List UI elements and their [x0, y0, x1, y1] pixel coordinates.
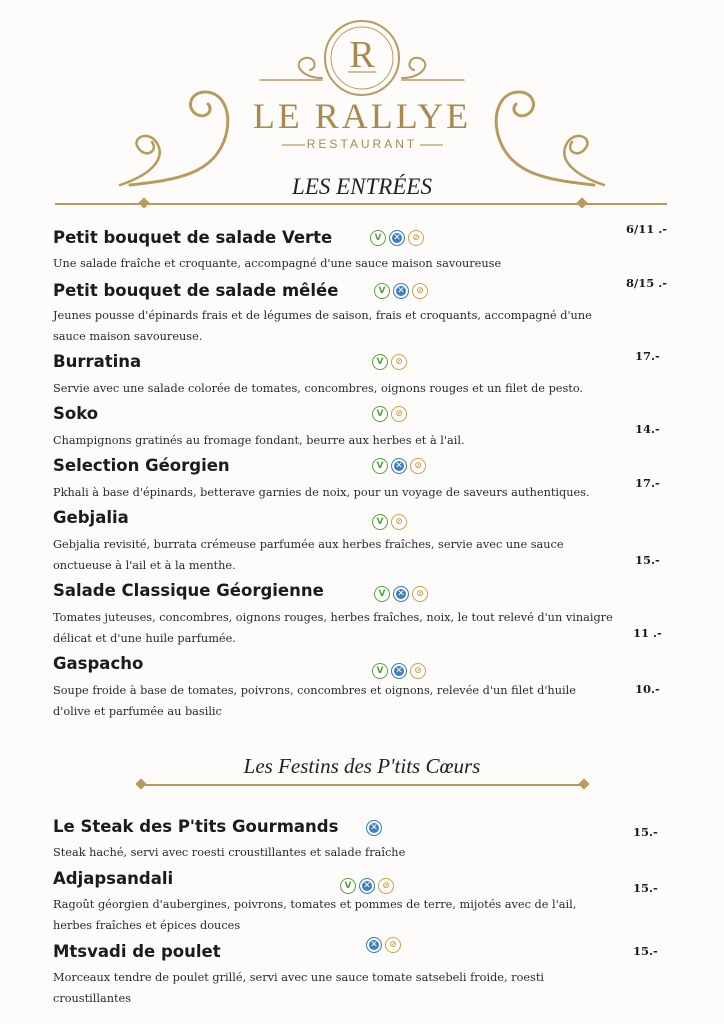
diet-icons — [370, 230, 424, 246]
menu-item-price: 17.- — [635, 476, 660, 490]
brand-subtitle: RESTAURANT — [306, 137, 418, 151]
section-title-kids: Les Festins des P'tits Cœurs — [243, 754, 481, 778]
menu-item-description: Morceaux tendre de poulet grillé, servi avec une sauce tomate satsebeli froide, roesti croustillantes — [53, 971, 545, 1005]
vegetarian-icon: V — [372, 458, 388, 474]
gluten-free-icon: ⊘ — [412, 586, 428, 602]
diet-icons — [374, 283, 428, 299]
diet-icons — [372, 406, 407, 422]
menu-item-name: Adjapsandali — [53, 869, 174, 888]
diet-icons — [366, 820, 382, 836]
menu-item-description: Tomates juteuses, concombres, oignons rouges, herbes fraîches, noix, le tout relevé d'un vinaigre délicat et d'une huile parfumée. — [53, 611, 613, 645]
section-title-entrees: LES ENTRÉES — [292, 174, 432, 199]
divider-diamond — [578, 778, 589, 789]
lactose-free-icon: ✕ — [389, 230, 405, 246]
lactose-free-icon: ✕ — [391, 458, 407, 474]
vegetarian-icon: V — [372, 406, 388, 422]
menu-item-description: Jeunes pousse d'épinards frais et de légumes de saison, frais et croquants, accompagné d'une sauce maison savoureuse. — [53, 309, 592, 343]
gluten-free-icon: ⊘ — [378, 878, 394, 894]
menu-item-description: Gebjalia revisité, burrata crémeuse parfumée aux herbes fraîches, servie avec une sauce onctueuse à l'ail et à la menthe. — [53, 538, 564, 572]
menu-item-price: 10.- — [635, 682, 660, 696]
menu-item-price: 8/15 .- — [626, 276, 667, 290]
menu-item-price: 6/11 .- — [626, 222, 667, 236]
menu-item-name: Petit bouquet de salade Verte — [53, 228, 333, 247]
menu-item-name: Gaspacho — [53, 654, 144, 673]
lactose-free-icon: ✕ — [391, 663, 407, 679]
divider-diamond — [135, 778, 146, 789]
menu-item-price: 14.- — [635, 422, 660, 436]
section-divider — [140, 784, 586, 786]
menu-item-price: 11 .- — [633, 626, 662, 640]
diet-icons — [372, 514, 407, 530]
menu-item-price: 17.- — [635, 349, 660, 363]
menu-item-description: Steak haché, servi avec roesti croustillantes et salade fraîche — [53, 846, 406, 859]
lactose-free-icon: ✕ — [366, 820, 382, 836]
menu-item-name: Petit bouquet de salade mêlée — [53, 281, 339, 300]
menu-item-name: Gebjalia — [53, 508, 129, 527]
lactose-free-icon: ✕ — [366, 937, 382, 953]
diet-icons — [372, 663, 426, 679]
vegetarian-icon: V — [370, 230, 386, 246]
menu-item-name: Salade Classique Géorgienne — [53, 581, 324, 600]
diet-icons — [372, 458, 426, 474]
gluten-free-icon: ⊘ — [410, 663, 426, 679]
diet-icons — [366, 937, 401, 953]
menu-item-description: Ragoût géorgien d'aubergines, poivrons, tomates et pommes de terre, mijotés avec de l'ail, herbes fraîches et épices douces — [53, 898, 577, 932]
menu-item-description: Champignons gratinés au fromage fondant, beurre aux herbes et à l'ail. — [53, 434, 465, 447]
menu-item-description: Soupe froide à base de tomates, poivrons, concombres et oignons, relevée d'un filet d'huile d'olive et parfumée au basilic — [53, 684, 576, 718]
menu-item-name: Burratina — [53, 352, 142, 371]
brand-name: LE RALLYE — [252, 96, 472, 136]
diet-icons — [374, 586, 428, 602]
vegetarian-icon: V — [374, 283, 390, 299]
lactose-free-icon: ✕ — [359, 878, 375, 894]
gluten-free-icon: ⊘ — [385, 937, 401, 953]
menu-item-name: Mtsvadi de poulet — [53, 942, 221, 961]
vegetarian-icon: V — [372, 514, 388, 530]
gluten-free-icon: ⊘ — [391, 354, 407, 370]
lactose-free-icon: ✕ — [393, 283, 409, 299]
menu-item-description: Servie avec une salade colorée de tomates, concombres, oignons rouges et un filet de pesto. — [53, 382, 584, 395]
lactose-free-icon: ✕ — [393, 586, 409, 602]
menu-item-price: 15.- — [633, 825, 658, 839]
diet-icons — [372, 354, 407, 370]
gluten-free-icon: ⊘ — [412, 283, 428, 299]
vegetarian-icon: V — [372, 354, 388, 370]
vegetarian-icon: V — [374, 586, 390, 602]
menu-item-name: Selection Géorgien — [53, 456, 230, 475]
menu-item-price: 15.- — [633, 944, 658, 958]
brand-monogram: R — [349, 34, 375, 76]
gluten-free-icon: ⊘ — [408, 230, 424, 246]
menu-item-description: Pkhali à base d'épinards, betterave garnies de noix, pour un voyage de saveurs authentiques. — [53, 486, 590, 499]
vegetarian-icon: V — [372, 663, 388, 679]
gluten-free-icon: ⊘ — [391, 406, 407, 422]
menu-item-name: Soko — [53, 404, 99, 423]
diet-icons — [340, 878, 394, 894]
vegetarian-icon: V — [340, 878, 356, 894]
menu-item-description: Une salade fraîche et croquante, accompagné d'une sauce maison savoureuse — [53, 257, 502, 270]
gluten-free-icon: ⊘ — [391, 514, 407, 530]
menu-item-name: Le Steak des P'tits Gourmands — [53, 817, 339, 836]
menu-item-price: 15.- — [635, 553, 660, 567]
gluten-free-icon: ⊘ — [410, 458, 426, 474]
menu-item-price: 15.- — [633, 881, 658, 895]
